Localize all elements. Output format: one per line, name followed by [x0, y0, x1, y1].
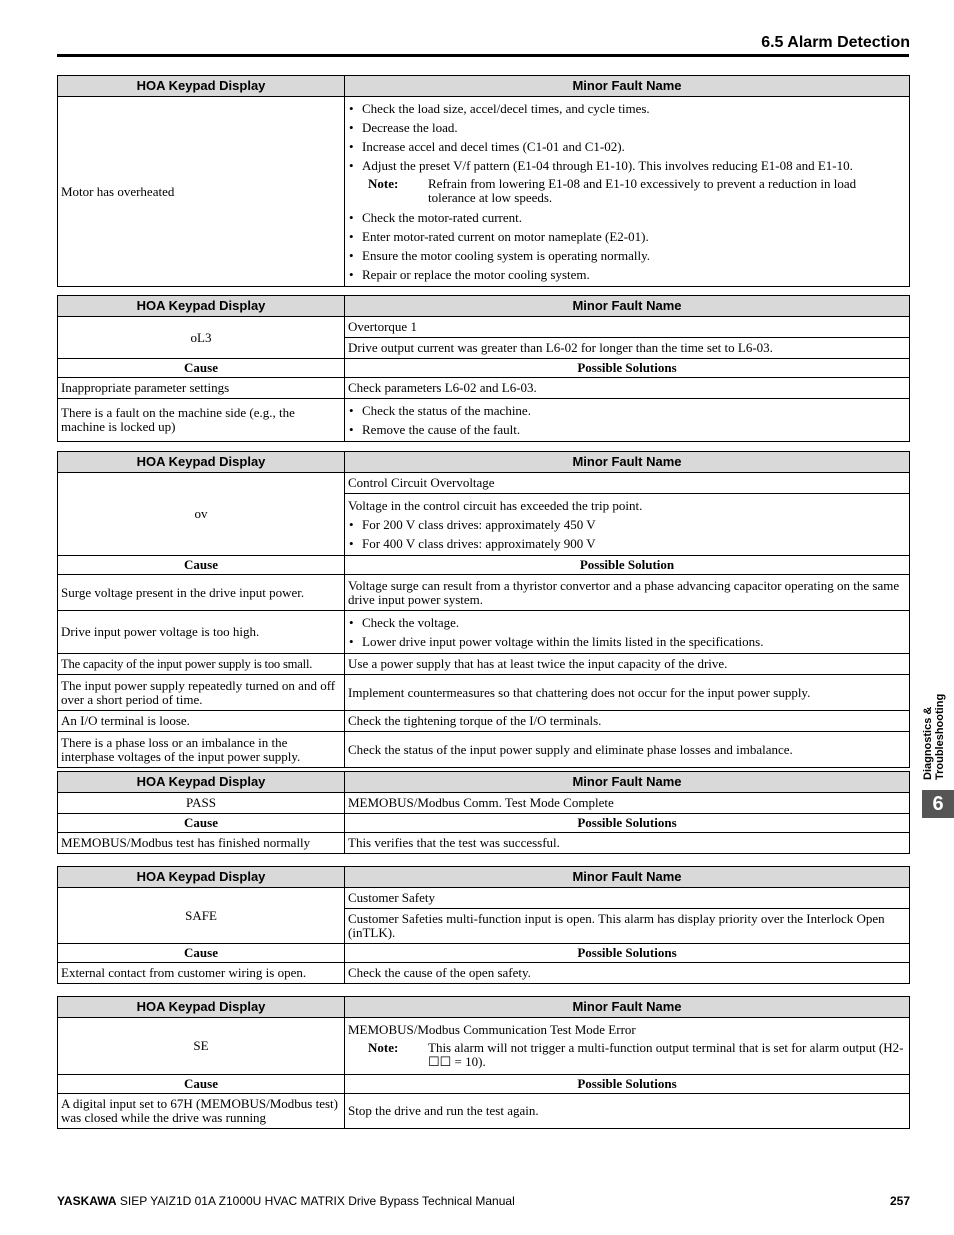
- display-cell: SAFE: [58, 888, 345, 944]
- list-item: • Decrease the load.: [348, 118, 906, 137]
- title-rule: [57, 54, 909, 57]
- footer-doc-title: [57, 1194, 515, 1208]
- bullet-list: [348, 208, 906, 284]
- display-cell: oL3: [58, 317, 345, 359]
- fault-name: Overtorque 1: [345, 317, 910, 338]
- list-item: • For 400 V class drives: approximately 900 V: [348, 534, 906, 553]
- hoa-header: HOA Keypad Display: [58, 867, 345, 888]
- note-label: Note:: [368, 176, 399, 191]
- cause-header: Cause: [58, 944, 345, 963]
- fault-description: Customer Safeties multi-function input is open. This alarm has display priority over the Interlock Open (inTLK).: [345, 909, 910, 944]
- cause-cell: An I/O terminal is loose.: [58, 711, 345, 732]
- fault-description: Drive output current was greater than L6-02 for longer than the time set to L6-03.: [345, 338, 910, 359]
- cause-cell: There is a fault on the machine side (e.g., the machine is locked up): [58, 399, 345, 442]
- cause-header: Cause: [58, 556, 345, 575]
- cause-cell: MEMOBUS/Modbus test has finished normally: [58, 833, 345, 854]
- minor-header: Minor Fault Name: [345, 867, 910, 888]
- note-text: Refrain from lowering E1-08 and E1-10 excessively to prevent a reduction in load tolerance at low speeds.: [428, 176, 857, 205]
- solutions-cell: [345, 97, 910, 287]
- bullet-list: [348, 99, 906, 175]
- side-tab-line: Troubleshooting: [934, 693, 946, 780]
- solution-cell: Check the tightening torque of the I/O terminals.: [345, 711, 910, 732]
- solution-cell: [345, 399, 910, 442]
- table-se: [57, 996, 910, 1129]
- note-label: Note:: [368, 1039, 399, 1055]
- footer-doc: SIEP YAIZ1D 01A Z1000U HVAC MATRIX Drive Bypass Technical Manual: [116, 1194, 515, 1208]
- cause-cell: A digital input set to 67H (MEMOBUS/Modbus test) was closed while the drive was running: [58, 1094, 345, 1129]
- list-item: • Check the status of the machine.: [348, 401, 906, 420]
- list-item: • Lower drive input power voltage within the limits listed in the specifications.: [348, 632, 906, 651]
- list-item: • Repair or replace the motor cooling system.: [348, 265, 906, 284]
- cause-cell: The capacity of the input power supply is too small.: [58, 654, 345, 675]
- solution-cell: Implement countermeasures so that chattering does not occur for the input power supply.: [345, 675, 910, 711]
- note: [368, 177, 906, 205]
- minor-header: Minor Fault Name: [345, 296, 910, 317]
- list-item: • Ensure the motor cooling system is operating normally.: [348, 246, 906, 265]
- side-tab-label: [922, 694, 946, 780]
- solution-header: Possible Solution: [345, 556, 910, 575]
- chapter-tab: 6: [922, 790, 954, 818]
- hoa-header: HOA Keypad Display: [58, 76, 345, 97]
- fault-name: Control Circuit Overvoltage: [345, 473, 910, 494]
- list-item: • Check the motor-rated current.: [348, 208, 906, 227]
- table-pass: [57, 771, 910, 854]
- solution-cell: Check parameters L6-02 and L6-03.: [345, 378, 910, 399]
- description-text: Voltage in the control circuit has exceeded the trip point.: [348, 498, 643, 513]
- table-ol3: [57, 295, 910, 442]
- list-item: • Check the voltage.: [348, 613, 906, 632]
- solution-cell: Voltage surge can result from a thyristor convertor and a phase advancing capacitor operating on the same drive input power system.: [345, 575, 910, 611]
- list-item: • Increase accel and decel times (C1-01 and C1-02).: [348, 137, 906, 156]
- fault-name: MEMOBUS/Modbus Comm. Test Mode Complete: [345, 793, 910, 814]
- solutions-header: Possible Solutions: [345, 944, 910, 963]
- solution-cell: Check the cause of the open safety.: [345, 963, 910, 984]
- note-text: This alarm will not trigger a multi-function output terminal that is set for alarm output (H2-☐☐ = 10).: [428, 1039, 904, 1069]
- cause-cell: Inappropriate parameter settings: [58, 378, 345, 399]
- hoa-header: HOA Keypad Display: [58, 452, 345, 473]
- section-title: 6.5 Alarm Detection: [761, 34, 910, 51]
- minor-header: Minor Fault Name: [345, 772, 910, 793]
- fault-name-cell: [345, 1018, 910, 1075]
- table-safe: [57, 866, 910, 984]
- cause-header: Cause: [58, 1075, 345, 1094]
- minor-header: Minor Fault Name: [345, 997, 910, 1018]
- footer-brand: YASKAWA: [57, 1194, 117, 1208]
- solution-cell: Use a power supply that has at least twice the input capacity of the drive.: [345, 654, 910, 675]
- fault-name: MEMOBUS/Modbus Communication Test Mode Error: [348, 1021, 636, 1037]
- solutions-header: Possible Solutions: [345, 359, 910, 378]
- display-cell: ov: [58, 473, 345, 556]
- display-cell: SE: [58, 1018, 345, 1075]
- solution-cell: [345, 611, 910, 654]
- hoa-header: HOA Keypad Display: [58, 772, 345, 793]
- solution-cell: Check the status of the input power supply and eliminate phase losses and imbalance.: [345, 732, 910, 768]
- table-ov: [57, 451, 910, 768]
- list-item: • For 200 V class drives: approximately 450 V: [348, 515, 906, 534]
- fault-name: Customer Safety: [345, 888, 910, 909]
- solution-cell: This verifies that the test was successful.: [345, 833, 910, 854]
- list-item: • Enter motor-rated current on motor nameplate (E2-01).: [348, 227, 906, 246]
- cause-header: Cause: [58, 359, 345, 378]
- fault-description: [345, 494, 910, 556]
- page-number: 257: [889, 1194, 910, 1208]
- cause-cell: The input power supply repeatedly turned on and off over a short period of time.: [58, 675, 345, 711]
- table-motor-overheated: [57, 75, 910, 287]
- hoa-header: HOA Keypad Display: [58, 296, 345, 317]
- cause-cell: Surge voltage present in the drive input power.: [58, 575, 345, 611]
- solutions-header: Possible Solutions: [345, 1075, 910, 1094]
- list-item: • Check the load size, accel/decel times, and cycle times.: [348, 99, 906, 118]
- display-cell: Motor has overheated: [58, 97, 345, 287]
- list-item: • Remove the cause of the fault.: [348, 420, 906, 439]
- display-cell: PASS: [58, 793, 345, 814]
- cause-cell: External contact from customer wiring is open.: [58, 963, 345, 984]
- minor-header: Minor Fault Name: [345, 76, 910, 97]
- cause-header: Cause: [58, 814, 345, 833]
- minor-header: Minor Fault Name: [345, 452, 910, 473]
- solution-cell: Stop the drive and run the test again.: [345, 1094, 910, 1129]
- hoa-header: HOA Keypad Display: [58, 997, 345, 1018]
- list-item: • Adjust the preset V/f pattern (E1-04 through E1-10). This involves reducing E1-08 and E1-10.: [348, 156, 906, 175]
- note: [368, 1041, 906, 1069]
- solutions-header: Possible Solutions: [345, 814, 910, 833]
- cause-cell: There is a phase loss or an imbalance in the interphase voltages of the input power supply.: [58, 732, 345, 768]
- side-tab-line: Diagnostics &: [922, 706, 934, 780]
- cause-cell: Drive input power voltage is too high.: [58, 611, 345, 654]
